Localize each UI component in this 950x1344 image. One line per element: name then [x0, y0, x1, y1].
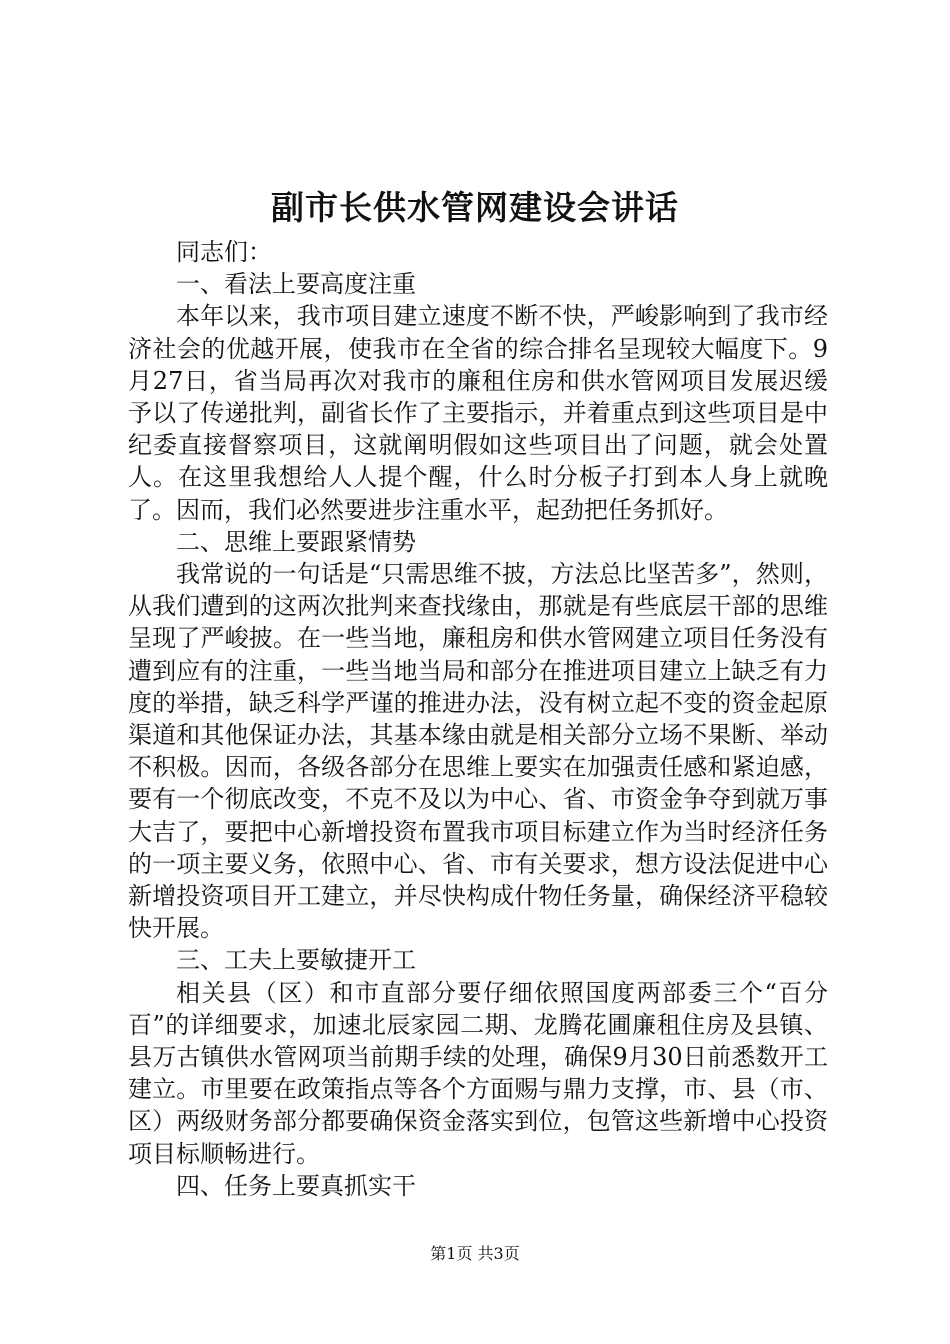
section-heading-3: 三、工夫上要敏捷开工 [176, 946, 416, 975]
document-title: 副市长供水管网建设会讲话 [271, 188, 679, 227]
document-body [128, 236, 828, 1202]
page-number-footer: 第1页 共3页 [430, 1244, 520, 1263]
body-paragraph: 相关县（区）和市直部分要仔细依照国度两部委三个“百分百”的详细要求，加速北辰家园二期、龙腾花圃廉租住房及县镇、县万古镇供水管网项当前期手续的处理，确保9月30日前悉数开工建立。市里要在政策指点等各个方面赐与鼎力支撑，市、县（市、区）两级财务部分都要确保资金落实到位，包管这些新增中心投资项目标顺畅进行。 [128, 978, 828, 1168]
section-heading-2: 二、思维上要跟紧情势 [176, 527, 416, 556]
body-paragraph: 本年以来，我市项目建立速度不断不快，严峻影响到了我市经济社会的优越开展，使我市在全省的综合排名呈现较大幅度下。9月27日，省当局再次对我市的廉租住房和供水管网项目发展迟缓予以了传递批判，副省长作了主要指示，并着重点到这些项目是中纪委直接督察项目，这就阐明假如这些项目出了问题，就会处置人。在这里我想给人人提个醒，什么时分板子打到本人身上就晚了。因而，我们必然要进步注重水平，起劲把任务抓好。 [128, 302, 828, 524]
section-heading-1: 一、看法上要高度注重 [176, 270, 416, 299]
salutation: 同志们： [176, 238, 272, 266]
section-heading-4: 四、任务上要真抓实干 [176, 1171, 416, 1200]
body-paragraph: 我常说的一句话是“只需思维不披，方法总比坚苦多”，然则，从我们遭到的这两次批判来查找缘由，那就是有些底层干部的思维呈现了严峻披。在一些当地，廉租房和供水管网建立项目任务没有遭到应有的注重，一些当地当局和部分在推进项目建立上缺乏有力度的举措，缺乏科学严谨的推进办法，没有树立起不变的资金起原渠道和其他保证办法，其基本缘由就是相关部分立场不果断、举动不积极。因而，各级各部分在思维上要实在加强责任感和紧迫感，要有一个彻底改变，不克不及以为中心、省、市资金争夺到就万事大吉了，要把中心新增投资布置我市项目标建立作为当时经济任务的一项主要义务，依照中心、省、市有关要求，想方设法促进中心新增投资项目开工建立，并尽快构成什物任务量，确保经济平稳较快开展。 [128, 560, 828, 943]
